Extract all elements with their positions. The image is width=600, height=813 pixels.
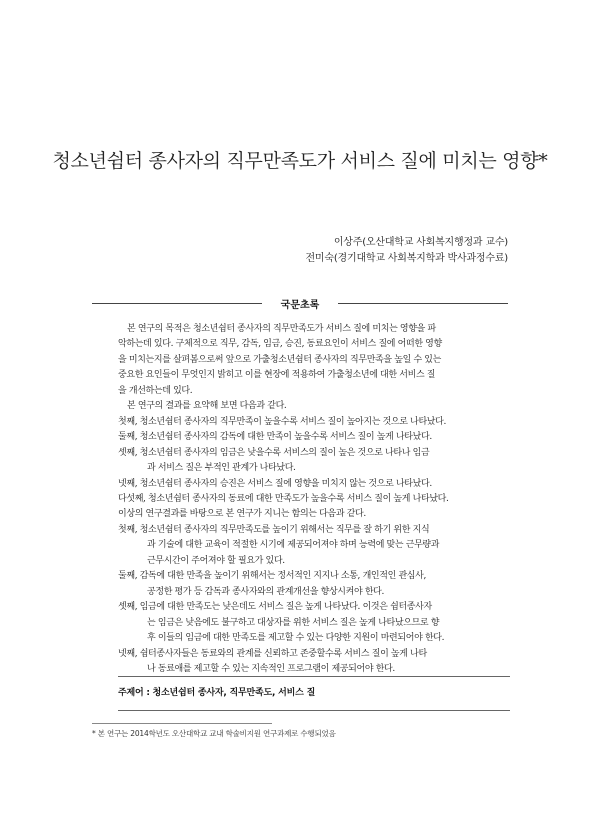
footnote: * 본 연구는 2014학년도 오산대학교 교내 학술비지원 연구과제로 수행되었음: [92, 729, 336, 738]
keywords-items: 청소년쉼터 종사자, 직무만족도, 서비스 질: [152, 688, 316, 698]
abstract-line: 중요한 요인들이 무엇인지 밝히고 이를 현장에 적용하여 가출청소년에 대한 서비스 질: [118, 370, 436, 381]
abstract-line: 넷째, 청소년쉼터 종사자의 승진은 서비스 질에 영향을 미치지 않는 것으로 나타났다.: [118, 478, 432, 489]
abstract-line: 넷째, 쉼터종사자들은 동료와의 관계를 신뢰하고 존중할수록 서비스 질이 높게 나타: [118, 648, 427, 659]
abstract-line: 본 연구의 목적은 청소년쉼터 종사자의 직무만족도가 서비스 질에 미치는 영향을 파: [127, 324, 436, 334]
abstract-rule-left: [92, 303, 262, 304]
abstract-line: 이상의 연구결과를 바탕으로 본 연구가 지니는 함의는 다음과 같다.: [118, 509, 366, 520]
abstract-line: 후 이들의 임금에 대한 만족도를 제고할 수 있는 다양한 지원이 마련되어야 한다.: [147, 633, 445, 644]
abstract-line: 셋째, 청소년쉼터 종사자의 임금은 낮을수록 서비스의 질이 높은 것으로 나타나 임금: [118, 447, 430, 458]
keywords: [118, 685, 315, 698]
keywords-rule-bottom: [118, 710, 510, 711]
abstract-line: 첫째, 청소년쉼터 종사자의 직무만족이 높을수록 서비스 질이 높아지는 것으로 나타났다.: [118, 416, 447, 427]
author-2: 전미숙(경기대학교 사회복지학과 박사과정수료): [305, 253, 508, 264]
abstract-line: 본 연구의 결과를 요약해 보면 다음과 같다.: [127, 401, 287, 412]
abstract-body: [118, 322, 490, 677]
footnote-rule: [92, 723, 272, 724]
abstract-line: 둘째, 청소년쉼터 종사자의 감독에 대한 만족이 높을수록 서비스 질이 높게 나타났다.: [118, 432, 432, 443]
keywords-rule-top: [118, 676, 510, 677]
abstract-line: 근무시간이 주어져야 할 필요가 있다.: [147, 555, 285, 566]
abstract-line: 나 동료애를 제고할 수 있는 지속적인 프로그램이 제공되어야 한다.: [147, 663, 395, 674]
paper-title: 청소년쉼터 종사자의 직무만족도가 서비스 질에 미치는 영향*: [52, 150, 548, 172]
abstract-line: 셋째, 임금에 대한 만족도는 낮은데도 서비스 질은 높게 나타났다. 이것은 쉼터종사자: [118, 602, 432, 613]
abstract-line: 악하는데 있다. 구체적으로 직무, 감독, 임금, 승진, 동료요인이 서비스 질에 어떠한 영향: [118, 339, 442, 350]
abstract-line: 첫째, 청소년쉼터 종사자의 직무만족도를 높이기 위해서는 직무를 잘 하기 위한 지식: [118, 524, 430, 535]
keywords-label: 주제어 :: [118, 688, 150, 698]
abstract-line: 둘째, 감독에 대한 만족을 높이기 위해서는 정서적인 지지나 소통, 개인적인 관심사,: [118, 571, 426, 582]
abstract-rule-right: [338, 303, 508, 304]
author-1: 이상주(오산대학교 사회복지행정과 교수): [333, 237, 508, 248]
abstract-line: 공정한 평가 등 감독과 종사자와의 관계개선을 향상시켜야 한다.: [147, 586, 385, 597]
abstract-line: 는 임금은 낮음에도 불구하고 대상자를 위한 서비스 질은 높게 나타났으므로 향: [147, 617, 440, 628]
abstract-label: 국문초록: [280, 300, 320, 311]
abstract-line: 과 서비스 질은 부적인 관계가 나타났다.: [147, 463, 296, 474]
abstract-line: 을 개선하는데 있다.: [118, 385, 193, 396]
abstract-line: 을 미치는지를 살펴봄으로써 앞으로 가출청소년쉼터 종사자의 직무만족을 높일 수 있는: [118, 354, 441, 365]
abstract-line: 과 기술에 대한 교육이 적절한 시기에 제공되어져야 하며 능력에 맞는 근무량과: [147, 540, 440, 551]
abstract-line: 다섯째, 청소년쉼터 종사자의 동료에 대한 만족도가 높을수록 서비스 질이 높게 나타났다.: [118, 493, 449, 504]
